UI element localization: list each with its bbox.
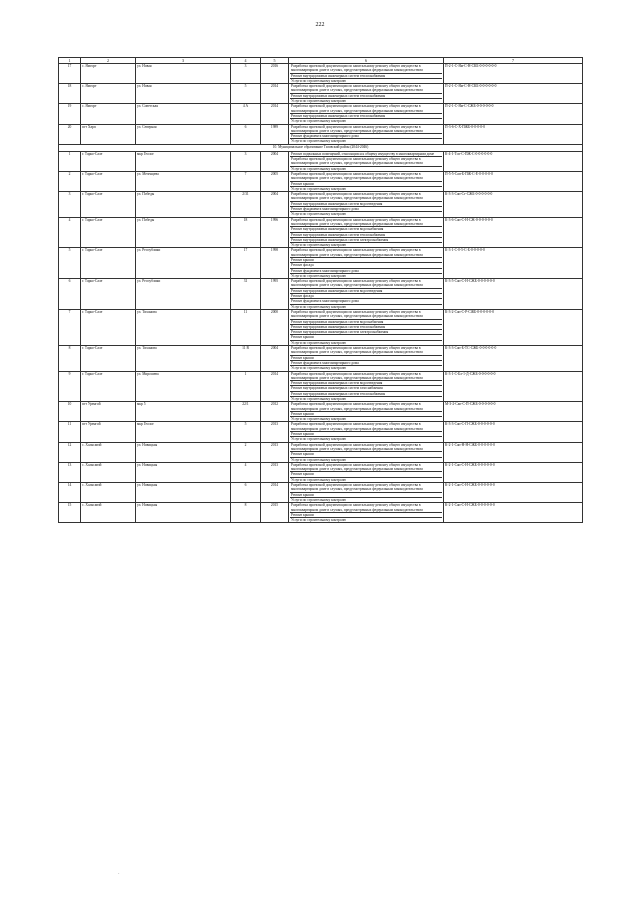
- house-cell: 18: [231, 217, 261, 248]
- code-cell: К-3-1-С-Бл-1-Д-СЖБ-0-0-0-0-0-0: [444, 371, 583, 402]
- street-cell: ул. Новая: [136, 64, 231, 84]
- work-item: Услуги по строительному контролю: [291, 457, 347, 462]
- year-cell: 2014: [261, 84, 289, 104]
- year-cell: 2004: [261, 151, 289, 171]
- work-item: Услуги по строительному контролю: [291, 99, 347, 104]
- work-item: Разработка проектной документации по капитальному ремонту общего имущества в многоквартирном доме в случаях, предусмотренных федеральным законодательством: [290, 346, 442, 356]
- row-number: 4: [59, 217, 81, 248]
- table-row: [59, 84, 583, 104]
- settlement-cell: пгт Уренгой: [81, 422, 136, 442]
- year-cell: 2013: [261, 442, 289, 462]
- work-item: Ремонт внутридомовых инженерных систем теплоснабжения: [290, 325, 442, 330]
- works-cell: [289, 84, 444, 104]
- work-item: Ремонт внутридомовых инженерных систем водоснабжения: [290, 320, 442, 325]
- work-item: Услуги по строительному контролю: [291, 186, 347, 191]
- work-item: Разработка проектной документации по капитальному ремонту общего имущества в многоквартирном доме в случаях, предусмотренных федеральным законодательством: [290, 218, 442, 228]
- house-cell: 4: [231, 462, 261, 482]
- house-cell: 1: [231, 371, 261, 402]
- work-item: Ремонт внутридомовых инженерных систем теплоснабжения: [290, 233, 442, 238]
- row-number: 17: [59, 64, 81, 84]
- table-row: [59, 503, 583, 523]
- work-item: Ремонт крыши: [290, 513, 442, 518]
- house-cell: 22/1: [231, 402, 261, 422]
- settlement-cell: пгт Харп: [81, 124, 136, 144]
- header-cell: 5: [261, 58, 289, 64]
- header-cell: 2: [81, 58, 136, 64]
- work-item: Разработка проектной документации по капитальному ремонту общего имущества в многоквартирном доме в случаях, предусмотренных федеральным законодательством: [290, 172, 442, 182]
- settlement-cell: г. Тарко-Сале: [81, 171, 136, 191]
- house-cell: 2/31: [231, 192, 261, 217]
- row-number: 2: [59, 171, 81, 191]
- code-cell: К-2-1-Сап-С-Н-СЖБ-0-0-0-0-0-0: [444, 483, 583, 503]
- work-item: Услуги по строительному контролю: [291, 119, 347, 124]
- header-cell: 4: [231, 58, 261, 64]
- work-item: Ремонт внутридомовых инженерных систем водоотведения: [290, 202, 442, 207]
- table-row: [59, 279, 583, 310]
- table-row: [59, 171, 583, 191]
- code-cell: К-3-5-Сап-С-Н-СЖБ-0-0-0-0-0-0: [444, 279, 583, 310]
- street-cell: ул. Новицкая: [136, 503, 231, 523]
- code-cell: П-2-1-С-Ям-С-Н-СКБ-0-0-0-0-0-0: [444, 84, 583, 104]
- works-cell: [289, 64, 444, 84]
- row-number: 20: [59, 124, 81, 144]
- year-cell: 1995: [261, 279, 289, 310]
- year-cell: 1998: [261, 248, 289, 279]
- house-cell: 5: [231, 422, 261, 442]
- header-cell: 1: [59, 58, 81, 64]
- works-cell: [289, 503, 444, 523]
- code-cell: К-3-1-С-0-5-С-Б-0-0-0-0-0: [444, 248, 583, 279]
- work-item: Услуги по строительному контролю: [291, 497, 347, 502]
- code-cell: К-3-6-Сап-С-Н-СЖ-0-0-0-0-0-0: [444, 217, 583, 248]
- row-number: 15: [59, 503, 81, 523]
- table-row: [59, 104, 583, 124]
- code-cell: П-5-5-Сап-Б-ПЖ-С-Е-0-0-0-0-0: [444, 171, 583, 191]
- work-item: Разработка проектной документации по капитальному ремонту общего имущества в многоквартирном доме в случаях, предусмотренных федеральным законодательством: [290, 422, 442, 432]
- year-cell: 2013: [261, 462, 289, 482]
- house-cell: 3: [231, 64, 261, 84]
- settlement-cell: с. Халясавэй: [81, 483, 136, 503]
- street-cell: ул. Советская: [136, 104, 231, 124]
- work-item: Ремонт внутридомовых инженерных систем газоснабжения: [290, 386, 442, 391]
- street-cell: ул. Тиханова: [136, 309, 231, 345]
- work-item: Ремонт фасада: [290, 263, 442, 268]
- work-item: Услуги по строительному контролю: [291, 477, 347, 482]
- year-cell: 2004: [261, 346, 289, 371]
- header-cell: 3: [136, 58, 231, 64]
- work-item: Ремонт крыши: [290, 432, 442, 437]
- row-number: 11: [59, 422, 81, 442]
- street-cell: ул. Новая: [136, 84, 231, 104]
- row-number: 10: [59, 402, 81, 422]
- house-cell: 5: [231, 84, 261, 104]
- work-item: Ремонт фундамента многоквартирного дома: [290, 269, 442, 274]
- work-item: Услуги по строительному контролю: [291, 340, 347, 345]
- work-item: Ремонт фундамента многоквартирного дома: [290, 207, 442, 212]
- code-cell: П-3-6-С-Х-ПЖБ-0-0-0-0-0: [444, 124, 583, 144]
- code-cell: К-4-1-Тсп-С-ПЖ-С-0-0-0-0-0-0: [444, 151, 583, 171]
- table-row: [59, 371, 583, 402]
- row-number: 7: [59, 309, 81, 345]
- works-cell: [289, 104, 444, 124]
- work-item: Ремонт крыши: [290, 258, 442, 263]
- works-cell: [289, 279, 444, 310]
- works-cell: [289, 422, 444, 442]
- work-item: Ремонт крыши: [290, 472, 442, 477]
- year-cell: 2000: [261, 309, 289, 345]
- code-cell: К-2-1-Сап-С-Н-СЖБ-0-0-0-0-0-0: [444, 503, 583, 523]
- table-row: [59, 346, 583, 371]
- header-cell: 6: [289, 58, 444, 64]
- work-item: Услуги по строительному контролю: [291, 518, 347, 523]
- table-row: [59, 483, 583, 503]
- work-item: Ремонт крыши: [290, 412, 442, 417]
- row-number: 1: [59, 151, 81, 171]
- table-row: [59, 422, 583, 442]
- work-item: Разработка проектной документации по капитальному ремонту общего имущества в многоквартирном доме в случаях, предусмотренных федеральным законодательством: [290, 402, 442, 412]
- works-cell: [289, 217, 444, 248]
- house-cell: 31: [231, 279, 261, 310]
- street-cell: ул. Тиханова: [136, 346, 231, 371]
- row-number: 13: [59, 462, 81, 482]
- work-item: Ремонт внутридомовых инженерных систем теплоснабжения: [290, 392, 442, 397]
- work-item: Услуги по строительному контролю: [291, 304, 347, 309]
- works-cell: [289, 346, 444, 371]
- work-item: Ремонт крыши: [290, 493, 442, 498]
- settlement-cell: г. Тарко-Сале: [81, 371, 136, 402]
- work-item: Услуги по строительному контролю: [291, 78, 347, 83]
- page-number: 222: [315, 22, 325, 28]
- works-cell: [289, 371, 444, 402]
- row-number: 3: [59, 192, 81, 217]
- street-cell: ул. Северная: [136, 124, 231, 144]
- work-item: Услуги по строительному контролю: [291, 212, 347, 217]
- year-cell: 2013: [261, 422, 289, 442]
- year-cell: 2014: [261, 104, 289, 124]
- works-cell: [289, 442, 444, 462]
- settlement-cell: г. Тарко-Сале: [81, 309, 136, 345]
- table-row: [59, 124, 583, 144]
- work-item: Разработка проектной документации по капитальному ремонту общего имущества в многоквартирном доме в случаях, предусмотренных федеральным законодательством: [290, 84, 442, 94]
- settlement-cell: г. Тарко-Сале: [81, 217, 136, 248]
- code-cell: К-3-3-Сап-Б-ТС-СЖБ-0-0-0-0-0-0: [444, 346, 583, 371]
- table-row: [59, 402, 583, 422]
- street-cell: мкр 5: [136, 402, 231, 422]
- work-item: Услуги по строительному контролю: [291, 437, 347, 442]
- work-item: Услуги по строительному контролю: [291, 243, 347, 248]
- settlement-cell: г. Тарко-Сале: [81, 151, 136, 171]
- work-item: Услуги по строительному контролю: [291, 139, 347, 144]
- work-item: Ремонт внутридомовых инженерных систем водоотведения: [290, 289, 442, 294]
- house-cell: 17: [231, 248, 261, 279]
- table-row: [59, 248, 583, 279]
- work-item: Ремонт внутридомовых инженерных систем водоснабжения: [290, 227, 442, 232]
- scan-mark: ·: [118, 872, 120, 877]
- table-row: [59, 309, 583, 345]
- work-item: Ремонт внутридомовых инженерных систем электроснабжения: [290, 330, 442, 335]
- house-cell: 4 А: [231, 104, 261, 124]
- work-item: Ремонт крыши: [290, 182, 442, 187]
- year-cell: 2012: [261, 402, 289, 422]
- code-cell: К-2-1-Сап-Н-Н-СЖБ-0-0-0-0-0-0: [444, 442, 583, 462]
- header-cell: 7: [444, 58, 583, 64]
- work-item: Услуги по строительному контролю: [291, 166, 347, 171]
- row-number: 19: [59, 104, 81, 124]
- settlement-cell: с. Халясавэй: [81, 503, 136, 523]
- row-number: 12: [59, 442, 81, 462]
- house-cell: 6: [231, 483, 261, 503]
- works-cell: [289, 151, 444, 171]
- work-item: Ремонт фундамента многоквартирного дома: [290, 299, 442, 304]
- house-cell: 3: [231, 151, 261, 171]
- table-row: [59, 192, 583, 217]
- street-cell: ул. Мезенцева: [136, 171, 231, 191]
- street-cell: ул. Новицкая: [136, 442, 231, 462]
- work-item: Ремонт крыши: [290, 356, 442, 361]
- table-row: [59, 217, 583, 248]
- work-item: Разработка проектной документации по капитальному ремонту общего имущества в многоквартирном доме в случаях, предусмотренных федеральным законодательством: [290, 192, 442, 202]
- settlement-cell: с. Халясавэй: [81, 442, 136, 462]
- street-cell: ул. Победы: [136, 192, 231, 217]
- code-cell: К-2-1-Сап-С-Н-СЖБ-0-0-0-0-0-0: [444, 462, 583, 482]
- settlement-cell: с. Халясавэй: [81, 462, 136, 482]
- code-cell: К-3-2-Сап-С-Р-СЖБ-0-0-0-0-0-0: [444, 309, 583, 345]
- work-item: Разработка проектной документации по капитальному ремонту общего имущества в многоквартирном доме в случаях, предусмотренных федеральным законодательством: [290, 125, 442, 135]
- settlement-cell: г. Тарко-Сале: [81, 192, 136, 217]
- works-cell: [289, 483, 444, 503]
- year-cell: 2004: [261, 192, 289, 217]
- work-item: Разработка проектной документации по капитальному ремонту общего имущества в многоквартирном доме в случаях, предусмотренных федеральным законодательством: [290, 483, 442, 493]
- street-cell: ул. Мирошева: [136, 371, 231, 402]
- year-cell: 1996: [261, 217, 289, 248]
- work-item: Разработка проектной документации по капитальному ремонту общего имущества в многоквартирном доме в случаях, предусмотренных федеральным законодательством: [290, 372, 442, 382]
- work-item: Ремонт внутридомовых инженерных систем водоотведения: [290, 381, 442, 386]
- work-item: Ремонт внутридомовых инженерных систем теплоснабжения: [290, 94, 442, 99]
- street-cell: мкр Геолог: [136, 422, 231, 442]
- works-cell: [289, 124, 444, 144]
- table-row: [59, 462, 583, 482]
- work-item: Разработка проектной документации по капитальному ремонту общего имущества в многоквартирном доме в случаях, предусмотренных федеральным законодательством: [290, 443, 442, 453]
- table-row: [59, 151, 583, 171]
- street-cell: ул. Победы: [136, 217, 231, 248]
- code-cell: К-3-3-Сап-Сг-СЖБ-0-0-0-0-0-0: [444, 192, 583, 217]
- year-cell: 2015: [261, 503, 289, 523]
- year-cell: 2016: [261, 64, 289, 84]
- code-cell: К-3-3-Сап-С-П-СЖБ-0-0-0-0-0-0: [444, 422, 583, 442]
- work-item: Ремонт фундамента многоквартирного дома: [290, 361, 442, 366]
- settlement-cell: г. Тарко-Сале: [81, 279, 136, 310]
- work-item: Ремонт фундамента многоквартирного дома: [290, 134, 442, 139]
- street-cell: ул. Республики: [136, 248, 231, 279]
- settlement-cell: г. Тарко-Сале: [81, 248, 136, 279]
- year-cell: 2005: [261, 171, 289, 191]
- work-item: Разработка проектной документации по капитальному ремонту общего имущества в многоквартирном доме в случаях, предусмотренных федеральным законодательством: [290, 279, 442, 289]
- house-cell: 8: [231, 503, 261, 523]
- work-item: Разработка проектной документации по капитальному ремонту общего имущества в многоквартирном доме в случаях, предусмотренных федеральным законодательством: [290, 248, 442, 258]
- works-cell: [289, 248, 444, 279]
- section-row: [59, 144, 583, 151]
- section-title: 10. Муниципальное образование Тазовский район (2044-2046): [59, 144, 583, 151]
- work-item: Разработка проектной документации по капитальному ремонту общего имущества в многоквартирном доме в случаях, предусмотренных федеральным законодательством: [290, 463, 442, 473]
- year-cell: 2014: [261, 483, 289, 503]
- work-item: Ремонт крыши: [290, 335, 442, 340]
- settlement-cell: с. Ямгорт: [81, 104, 136, 124]
- table-row: [59, 442, 583, 462]
- row-number: 6: [59, 279, 81, 310]
- work-item: Ремонт фасада: [290, 294, 442, 299]
- house-cell: 11 В: [231, 346, 261, 371]
- work-item: Услуги по строительному контролю: [291, 366, 347, 371]
- work-item: Ремонт крыши: [290, 452, 442, 457]
- work-item: Ремонт внутридомовых инженерных систем теплоснабжения: [290, 114, 442, 119]
- row-number: 14: [59, 483, 81, 503]
- code-cell: П-2-1-С-Ям-С-СЖБ-0-0-0-0-0-0: [444, 104, 583, 124]
- house-cell: 6: [231, 124, 261, 144]
- works-cell: [289, 192, 444, 217]
- work-item: Услуги по строительному контролю: [291, 397, 347, 401]
- work-item: Разработка проектной документации по капитальному ремонту общего имущества в многоквартирном доме в случаях, предусмотренных федеральным законодательством: [290, 310, 442, 320]
- code-cell: П-2-1-С-Ям-С-Н-СКБ-0-0-0-0-0-0: [444, 64, 583, 84]
- street-cell: ул. Новицкая: [136, 483, 231, 503]
- work-item: Ремонт подвальных помещений, относящихся к общему имуществу в многоквартирном доме: [290, 152, 442, 157]
- year-cell: 1989: [261, 124, 289, 144]
- work-item: Услуги по строительному контролю: [291, 273, 347, 278]
- table-row: [59, 64, 583, 84]
- street-cell: ул. Республики: [136, 279, 231, 310]
- year-cell: 2014: [261, 371, 289, 402]
- work-item: Разработка проектной документации по капитальному ремонту общего имущества в многоквартирном доме в случаях, предусмотренных федеральным законодательством: [290, 503, 442, 513]
- street-cell: ул. Новицкая: [136, 462, 231, 482]
- settlement-cell: с. Ямгорт: [81, 84, 136, 104]
- settlement-cell: с. Ямгорт: [81, 64, 136, 84]
- work-item: Разработка проектной документации по капитальному ремонту общего имущества в многоквартирном доме в случаях, предусмотренных федеральным законодательством: [290, 64, 442, 74]
- work-item: Ремонт внутридомовых инженерных систем теплоснабжения: [290, 74, 442, 79]
- row-number: 9: [59, 371, 81, 402]
- settlement-cell: пгт Уренгой: [81, 402, 136, 422]
- code-cell: М-3-2-Сап-С-П-СЖБ-0-0-0-0-0-0: [444, 402, 583, 422]
- work-item: Ремонт внутридомовых инженерных систем электроснабжения: [290, 238, 442, 243]
- work-item: Услуги по строительному контролю: [291, 417, 347, 422]
- works-cell: [289, 171, 444, 191]
- settlement-cell: г. Тарко-Сале: [81, 346, 136, 371]
- work-item: Разработка проектной документации по капитальному ремонту общего имущества в многоквартирном доме в случаях, предусмотренных федеральным законодательством: [290, 104, 442, 114]
- row-number: 18: [59, 84, 81, 104]
- works-cell: [289, 309, 444, 345]
- work-item: Разработка проектной документации по капитальному ремонту общего имущества в многоквартирном доме в случаях, предусмотренных федеральным законодательством: [290, 157, 442, 167]
- row-number: 5: [59, 248, 81, 279]
- street-cell: мкр Геолог: [136, 151, 231, 171]
- repair-program-table: [58, 57, 583, 523]
- house-cell: 11: [231, 309, 261, 345]
- works-cell: [289, 402, 444, 422]
- row-number: 8: [59, 346, 81, 371]
- house-cell: 2: [231, 442, 261, 462]
- house-cell: 7: [231, 171, 261, 191]
- works-cell: [289, 462, 444, 482]
